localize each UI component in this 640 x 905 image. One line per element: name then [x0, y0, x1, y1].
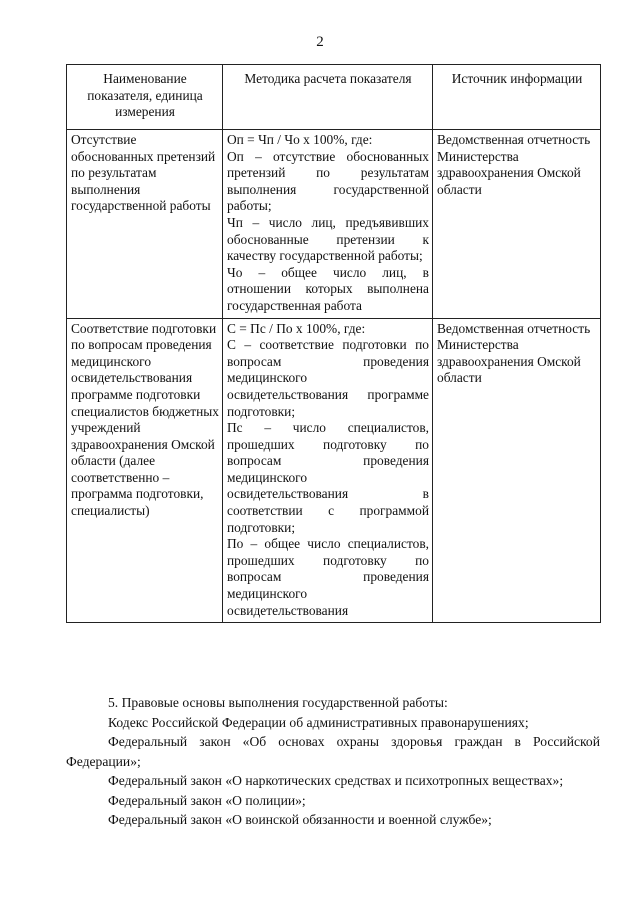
method-definition: Чп – число лиц, предъявивших обоснованные претензии к качеству государственной работы; — [227, 214, 429, 264]
legal-act-item: Федеральный закон «О полиции»; — [108, 792, 306, 808]
legal-act-item: Кодекс Российской Федерации об административных правонарушениях; — [108, 714, 529, 730]
method-definition: По – общее число специалистов, прошедших подготовку по вопросам проведения медицинского освидетельствования — [227, 536, 429, 618]
table-row — [67, 318, 601, 623]
page-number: 2 — [316, 34, 324, 50]
legal-act-item: Федеральный закон «Об основах охраны здоровья граждан в Российской Федерации»; — [66, 734, 600, 769]
table-row — [67, 130, 601, 319]
legal-act-item: Федеральный закон «О воинской обязанности и военной службе»; — [108, 812, 492, 827]
legal-basis-heading: 5. Правовые основы выполнения государственной работы: — [108, 695, 448, 710]
method-formula: С = Пс / По х 100%, где: — [227, 320, 366, 336]
method-definition: Пс – число специалистов, прошедших подготовку по вопросам проведения медицинского освидетельствования в соответствии с программой подготовки; — [227, 420, 429, 535]
header-indicator-name: Наименование показателя, единица измерения — [67, 65, 223, 130]
legal-act-item: Федеральный закон «О наркотических средствах и психотропных веществах»; — [108, 773, 564, 788]
information-source-cell: Ведомственная отчетность Министерства здравоохранения Омской области — [433, 130, 601, 319]
method-definition: Чо – общее число лиц, в отношении которых выполнена государственная работа — [227, 264, 429, 313]
table-header-row — [67, 65, 601, 130]
legal-basis-section — [66, 693, 600, 830]
calculation-method-cell — [223, 130, 433, 319]
indicator-name-cell: Отсутствие обоснованных претензий по результатам выполнения государственной работы — [67, 130, 223, 319]
indicator-name-cell: Соответствие подготовки по вопросам проведения медицинского освидетельствования программе подготовки специалистов бюджетных учреждений здравоохранения Омской области (далее соответственно – программа подготовки, специалисты) — [67, 318, 223, 623]
header-calculation-method: Методика расчета показателя — [223, 65, 433, 130]
header-information-source: Источник информации — [433, 65, 601, 130]
method-formula: Оп = Чп / Чо х 100%, где: — [227, 132, 373, 147]
calculation-method-cell — [223, 318, 433, 623]
method-definition: Оп – отсутствие обоснованных претензий по результатам выполнения государственной работы; — [227, 148, 429, 214]
method-definition: С – соответствие подготовки по вопросам проведения медицинского освидетельствования программе подготовки; — [227, 337, 429, 419]
indicators-table — [66, 64, 601, 623]
information-source-cell: Ведомственная отчетность Министерства здравоохранения Омской области — [433, 318, 601, 623]
